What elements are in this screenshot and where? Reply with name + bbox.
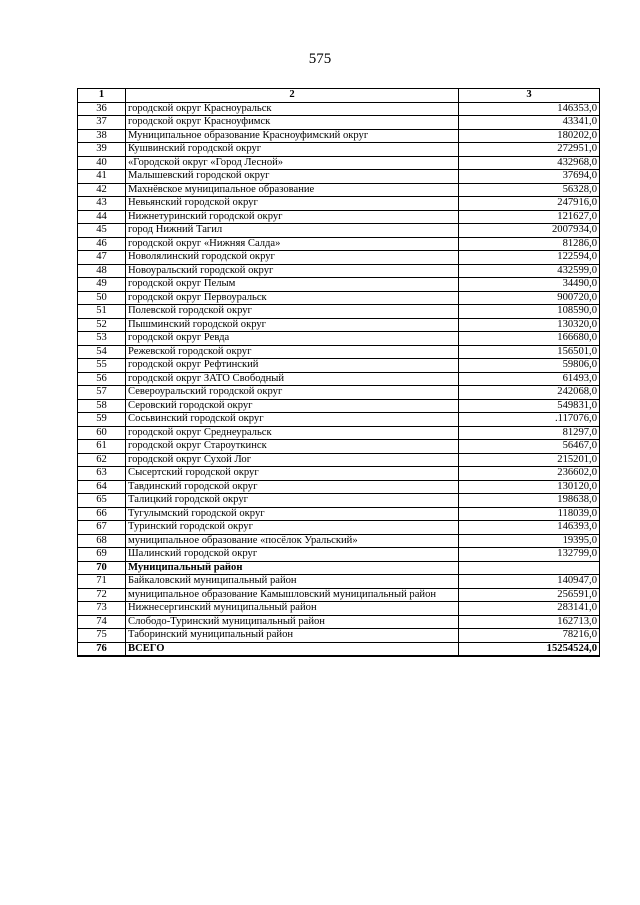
table-row	[78, 386, 600, 400]
row-name: Пышминский городской округ	[126, 318, 459, 332]
row-value: 146393,0	[459, 521, 600, 535]
row-value: 130320,0	[459, 318, 600, 332]
row-value: 180202,0	[459, 129, 600, 143]
row-number: 46	[78, 237, 126, 251]
table-row	[78, 170, 600, 184]
row-name: Полевской городской округ	[126, 305, 459, 319]
row-name: Тавдинский городской округ	[126, 480, 459, 494]
row-name: Нижнесергинский муниципальный район	[126, 602, 459, 616]
row-value: 198638,0	[459, 494, 600, 508]
row-value: 283141,0	[459, 602, 600, 616]
table-row	[78, 224, 600, 238]
row-value: 242068,0	[459, 386, 600, 400]
table-row	[78, 534, 600, 548]
row-name: Байкаловский муниципальный район	[126, 575, 459, 589]
row-name: городской округ Ревда	[126, 332, 459, 346]
page-number: 575	[308, 51, 332, 67]
row-value: 61493,0	[459, 372, 600, 386]
row-number: 73	[78, 602, 126, 616]
row-value: 900720,0	[459, 291, 600, 305]
table-row	[78, 345, 600, 359]
table-row	[78, 615, 600, 629]
row-name: городской округ Среднеуральск	[126, 426, 459, 440]
row-number: 49	[78, 278, 126, 292]
row-value: 140947,0	[459, 575, 600, 589]
row-name: Тугулымский городской округ	[126, 507, 459, 521]
row-value: 59806,0	[459, 359, 600, 373]
row-name: Сысертский городской округ	[126, 467, 459, 481]
row-name: городской округ «Нижняя Салда»	[126, 237, 459, 251]
row-name: городской округ Красноуфимск	[126, 116, 459, 130]
row-number: 58	[78, 399, 126, 413]
row-value: .117076,0	[459, 413, 600, 427]
table-row	[78, 467, 600, 481]
row-number: 39	[78, 143, 126, 157]
row-name: Невьянский городской округ	[126, 197, 459, 211]
row-value: 56328,0	[459, 183, 600, 197]
row-number: 74	[78, 615, 126, 629]
row-name: муниципальное образование Камышловский муниципальный район	[126, 588, 459, 602]
row-number: 68	[78, 534, 126, 548]
row-value: 162713,0	[459, 615, 600, 629]
row-value: 146353,0	[459, 102, 600, 116]
row-name: Сосьвинский городской округ	[126, 413, 459, 427]
row-name: Нижнетуринский городской округ	[126, 210, 459, 224]
row-number: 52	[78, 318, 126, 332]
row-name: городской округ Рефтинский	[126, 359, 459, 373]
row-number: 45	[78, 224, 126, 238]
table-row	[78, 197, 600, 211]
row-value: 130120,0	[459, 480, 600, 494]
row-name: Туринский городской округ	[126, 521, 459, 535]
table-row	[78, 399, 600, 413]
row-value: 108590,0	[459, 305, 600, 319]
row-name: «Городской округ «Город Лесной»	[126, 156, 459, 170]
row-number: 64	[78, 480, 126, 494]
row-number: 54	[78, 345, 126, 359]
row-number: 43	[78, 197, 126, 211]
table-row	[78, 116, 600, 130]
table-row	[78, 480, 600, 494]
table-row	[78, 332, 600, 346]
row-number: 60	[78, 426, 126, 440]
table-row	[78, 426, 600, 440]
data-table	[77, 88, 600, 657]
row-name: Малышевский городской округ	[126, 170, 459, 184]
row-value: 215201,0	[459, 453, 600, 467]
row-name: город Нижний Тагил	[126, 224, 459, 238]
table-row	[78, 237, 600, 251]
table-row	[78, 575, 600, 589]
table-row	[78, 251, 600, 265]
table-row	[78, 588, 600, 602]
row-number: 72	[78, 588, 126, 602]
row-name: городской округ Сухой Лог	[126, 453, 459, 467]
row-number: 56	[78, 372, 126, 386]
row-number: 61	[78, 440, 126, 454]
row-value: 256591,0	[459, 588, 600, 602]
row-number: 44	[78, 210, 126, 224]
row-value: 37694,0	[459, 170, 600, 184]
row-name: Новолялинский городской округ	[126, 251, 459, 265]
row-name: Талицкий городской округ	[126, 494, 459, 508]
row-number: 71	[78, 575, 126, 589]
table-row	[78, 453, 600, 467]
row-number: 75	[78, 629, 126, 643]
row-name: городской округ Пелым	[126, 278, 459, 292]
row-number: 51	[78, 305, 126, 319]
row-number: 76	[78, 642, 126, 656]
row-number: 62	[78, 453, 126, 467]
row-value: 132799,0	[459, 548, 600, 562]
row-value: 166680,0	[459, 332, 600, 346]
row-value: 56467,0	[459, 440, 600, 454]
table-row	[78, 561, 600, 575]
row-number: 63	[78, 467, 126, 481]
table-row	[78, 183, 600, 197]
table-row	[78, 548, 600, 562]
row-name: Слободо-Туринский муниципальный район	[126, 615, 459, 629]
row-name: Режевской городской округ	[126, 345, 459, 359]
row-number: 57	[78, 386, 126, 400]
row-value: 15254524,0	[459, 642, 600, 656]
table-row	[78, 129, 600, 143]
row-name: ВСЕГО	[126, 642, 459, 656]
row-number: 53	[78, 332, 126, 346]
row-number: 66	[78, 507, 126, 521]
table-row	[78, 210, 600, 224]
row-number: 69	[78, 548, 126, 562]
table-row	[78, 318, 600, 332]
row-number: 65	[78, 494, 126, 508]
column-header-value: 3	[459, 89, 600, 103]
row-name: Шалинский городской округ	[126, 548, 459, 562]
row-name: городской округ Первоуральск	[126, 291, 459, 305]
row-number: 38	[78, 129, 126, 143]
row-name: Муниципальный район	[126, 561, 459, 575]
table-row	[78, 278, 600, 292]
row-number: 55	[78, 359, 126, 373]
row-value: 247916,0	[459, 197, 600, 211]
row-number: 48	[78, 264, 126, 278]
row-value: 78216,0	[459, 629, 600, 643]
row-value: 549831,0	[459, 399, 600, 413]
row-name: Муниципальное образование Красноуфимский округ	[126, 129, 459, 143]
row-value: 272951,0	[459, 143, 600, 157]
table-row	[78, 521, 600, 535]
row-number: 59	[78, 413, 126, 427]
row-value: 122594,0	[459, 251, 600, 265]
row-value: 121627,0	[459, 210, 600, 224]
row-name: Серовский городской округ	[126, 399, 459, 413]
table-row	[78, 305, 600, 319]
row-number: 50	[78, 291, 126, 305]
row-number: 47	[78, 251, 126, 265]
row-name: Кушвинский городской округ	[126, 143, 459, 157]
row-name: Новоуральский городской округ	[126, 264, 459, 278]
row-number: 70	[78, 561, 126, 575]
table-header-row	[78, 89, 600, 103]
table-row	[78, 507, 600, 521]
table-row	[78, 372, 600, 386]
row-number: 37	[78, 116, 126, 130]
row-value: 236602,0	[459, 467, 600, 481]
row-number: 40	[78, 156, 126, 170]
table-row	[78, 602, 600, 616]
row-name: городской округ ЗАТО Свободный	[126, 372, 459, 386]
row-value	[459, 561, 600, 575]
row-value: 81297,0	[459, 426, 600, 440]
table-row	[78, 102, 600, 116]
column-header-number: 1	[78, 89, 126, 103]
table-row	[78, 494, 600, 508]
row-value: 2007934,0	[459, 224, 600, 238]
row-value: 34490,0	[459, 278, 600, 292]
row-value: 118039,0	[459, 507, 600, 521]
row-name: Североуральский городской округ	[126, 386, 459, 400]
row-name: городской округ Красноуральск	[126, 102, 459, 116]
table-row	[78, 440, 600, 454]
row-name: муниципальное образование «посёлок Уральский»	[126, 534, 459, 548]
column-header-name: 2	[126, 89, 459, 103]
table-row	[78, 264, 600, 278]
row-value: 156501,0	[459, 345, 600, 359]
table-row	[78, 156, 600, 170]
row-value: 432968,0	[459, 156, 600, 170]
table-row	[78, 291, 600, 305]
row-number: 41	[78, 170, 126, 184]
row-value: 19395,0	[459, 534, 600, 548]
table-row	[78, 143, 600, 157]
table-row	[78, 629, 600, 643]
row-name: Таборинский муниципальный район	[126, 629, 459, 643]
row-value: 432599,0	[459, 264, 600, 278]
row-value: 81286,0	[459, 237, 600, 251]
table-row	[78, 413, 600, 427]
row-name: городской округ Староуткинск	[126, 440, 459, 454]
row-number: 42	[78, 183, 126, 197]
row-number: 36	[78, 102, 126, 116]
row-number: 67	[78, 521, 126, 535]
table-row	[78, 359, 600, 373]
table-row	[78, 642, 600, 656]
row-name: Махнёвское муниципальное образование	[126, 183, 459, 197]
row-value: 43341,0	[459, 116, 600, 130]
